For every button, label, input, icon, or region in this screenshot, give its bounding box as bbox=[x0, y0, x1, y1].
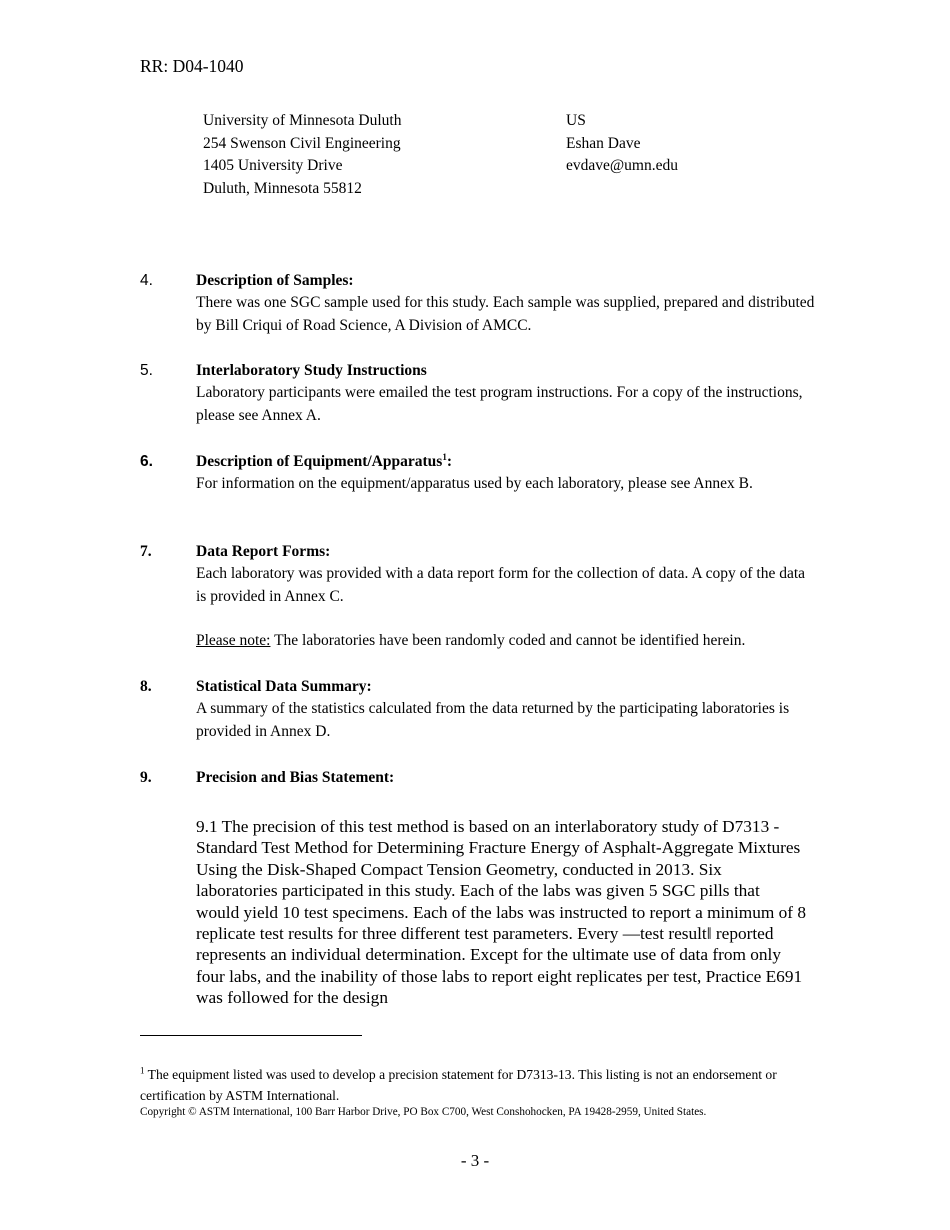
address-line: University of Minnesota Duluth bbox=[203, 112, 402, 129]
section-5 bbox=[196, 360, 816, 427]
section-body: There was one SGC sample used for this study. Each sample was supplied, prepared and distributed by Bill Criqui of Road Science, A Division of AMCC. bbox=[196, 294, 815, 334]
footnote-mark: 1 bbox=[140, 1065, 145, 1076]
precision-paragraph: 9.1 The precision of this test method is based on an interlaboratory study of D7313 - Standard Test Method for Determining Fracture Energy of Asphalt-Aggregate Mixtures Using the Disk-Shaped Compact Tension Geometry, conducted in 2013. Six laboratories participated in this study. Each of the labs was given 5 SGC pills that would yield 10 test specimens. Each of the labs was instructed to report a minimum of 8 replicate test results for three different test parameters. Every ―test result‖ reported represents an individual determination. Except for the ultimate use of data from only four labs, and the inability of those labs to report eight replicates per test, Practice E691 was followed for the design bbox=[196, 817, 806, 1008]
section-4 bbox=[196, 270, 816, 337]
contact-block bbox=[566, 110, 678, 178]
section-title: Data Report Forms: bbox=[196, 543, 331, 560]
section-8 bbox=[196, 676, 816, 743]
page-number: - 3 - bbox=[460, 1151, 490, 1170]
section-title: Precision and Bias Statement: bbox=[196, 769, 395, 786]
note: Please note: The laboratories have been randomly coded and cannot be identified herein. bbox=[196, 632, 746, 649]
copyright: Copyright © ASTM International, 100 Barr Harbor Drive, PO Box C700, West Conshohocken, PA 19428-2959, United States. bbox=[140, 1106, 707, 1118]
section-number: 8. bbox=[140, 678, 152, 695]
contact-name: Eshan Dave bbox=[566, 134, 641, 152]
section-number: 5. bbox=[140, 362, 153, 379]
section-title: Description of Equipment/Apparatus$^1$: bbox=[196, 451, 452, 470]
section-body: For information on the equipment/apparatus used by each laboratory, please see Annex B. bbox=[196, 475, 753, 492]
section-body: Laboratory participants were emailed the test program instructions. For a copy of the instructions, please see Annex A. bbox=[196, 384, 803, 424]
footnote-reference: 1 bbox=[442, 451, 447, 462]
section-body: Each laboratory was provided with a data report form for the collection of data. A copy of the data is provided in Annex C. bbox=[196, 565, 806, 605]
address-block bbox=[203, 110, 401, 200]
section-title: Interlaboratory Study Instructions bbox=[196, 362, 427, 379]
address-line: 1405 University Drive bbox=[203, 157, 343, 175]
country: US bbox=[566, 112, 586, 129]
document-id: RR: D04-1040 bbox=[140, 56, 244, 76]
section-number: 7. bbox=[140, 543, 152, 560]
section-body: A summary of the statistics calculated from the data returned by the participating laboratories is provided in Annex D. bbox=[196, 700, 790, 740]
section-title: Description of Samples: bbox=[196, 272, 354, 289]
section-number: 9. bbox=[140, 769, 152, 786]
section-6 bbox=[196, 451, 816, 496]
address-line: 254 Swenson Civil Engineering bbox=[203, 134, 401, 152]
section-number: 6. bbox=[140, 453, 153, 470]
section-7 bbox=[196, 541, 816, 653]
section-9 bbox=[196, 767, 816, 789]
footnote: $^1$ The equipment listed was used to develop a precision statement for D7313-13. This listing is not an endorsement or certification by ASTM International. bbox=[140, 1065, 777, 1103]
address-line: Duluth, Minnesota 55812 bbox=[203, 179, 362, 197]
note-label: Please note: bbox=[196, 632, 271, 649]
section-title: Statistical Data Summary: bbox=[196, 678, 372, 695]
contact-email: evdave@umn.edu bbox=[566, 157, 678, 175]
section-number: 4. bbox=[140, 272, 153, 289]
footnote-divider bbox=[140, 1035, 362, 1036]
